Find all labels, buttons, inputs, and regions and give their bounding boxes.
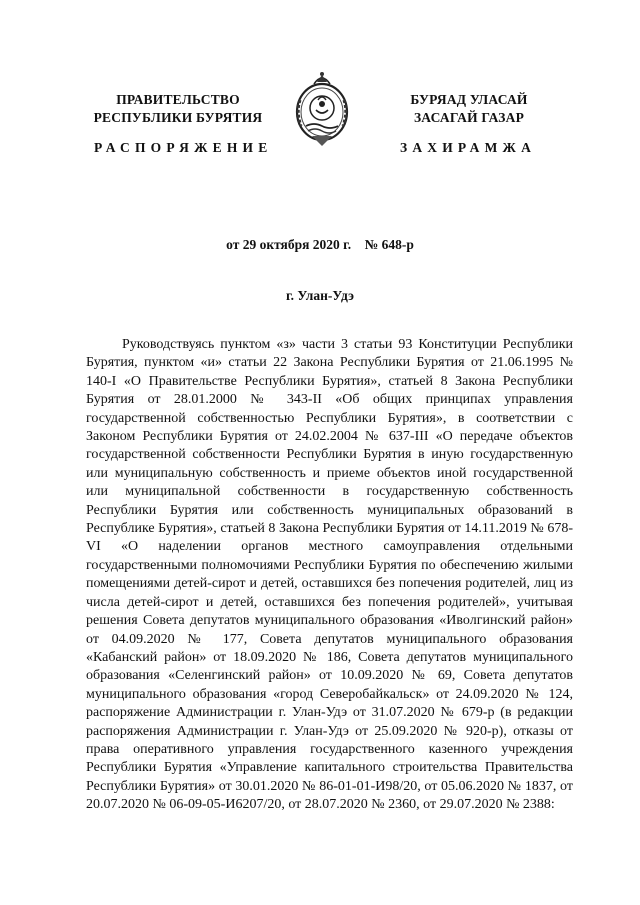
document-city: г. Улан-Удэ [286,288,354,303]
document-type-russian: РАСПОРЯЖЕНИЕ [94,140,273,155]
issuer-block-buryat [383,91,555,127]
document-number: № 648-р [364,237,414,252]
date-and-number [0,237,640,253]
issuer-line-2: ЗАСАГАЙ ГАЗАР [413,110,525,125]
body-paragraph: Руководствуясь пунктом «з» части 3 статьи 93 Конституции Республики Бурятия, пунктом «и» статьи 22 Закона Республики Бурятия от 21.06.1995 № 140-I «О Правительстве Республики Бурятия», статьей 8 Закона Республики Бурятия от 28.01.2000 № 343-II «Об общих принципах управления государственной собственностью Республики Бурятия», в соответствии с Законом Республики Бурятия от 24.02.2004 № 637-III «О передаче объектов государственной собственности Республики Бурятия в иную государственную или муниципальную собственность и приеме объектов иной государственной или муниципальной собственности в государственную собственность Республики Бурятия или собственность муниципальных образований в Республике Бурятия», статьей 8 Закона Республики Бурятия от 14.11.2019 № 678-VI «О наделении органов местного самоуправления отдельными государственными полномочиями Республики Бурятия по обеспечению жилыми помещениями детей-сирот и детей, оставшихся без попечения родителей, лиц из числа детей-сирот и детей, оставшихся без попечения родителей», учитывая решения Совета депутатов муниципального образования «Иволгинский район» от 04.09.2020 № 177, Совета депутатов муниципального образования «Кабанский район» от 18.09.2020 № 186, Совета депутатов муниципального образования «Селенгинский район» от 10.09.2020 № 69, Совета депутатов муниципального образования «город Северобайкальск» от 24.09.2020 № 124, распоряжение Администрации г. Улан-Удэ от 31.07.2020 № 679-р (в редакции распоряжения Администрации г. Улан-Удэ от 25.09.2020 № 920-р), отказы от права оперативного управления государственного казенного учреждения Республики Бурятия «Управление капитального строительства Правительства Республики Бурятия» от 30.01.2020 № 86-01-01-И98/20, от 05.06.2020 № 1837, от 20.07.2020 № 06-09-05-И6207/20, от 28.07.2020 № 2360, от 29.07.2020 № 2388: [86,337,573,813]
coat-of-arms-emblem [292,70,352,148]
issuer-line-1: ПРАВИТЕЛЬСТВО [116,92,240,107]
issuer-line-2: РЕСПУБЛИКИ БУРЯТИЯ [93,110,263,125]
document-date: от 29 октября 2020 г. [226,237,352,252]
issuer-line-1: БУРЯАД УЛАСАЙ [410,92,528,107]
document-type-buryat: ЗАХИРАМЖА [400,140,537,155]
issuer-block-russian [88,91,268,127]
